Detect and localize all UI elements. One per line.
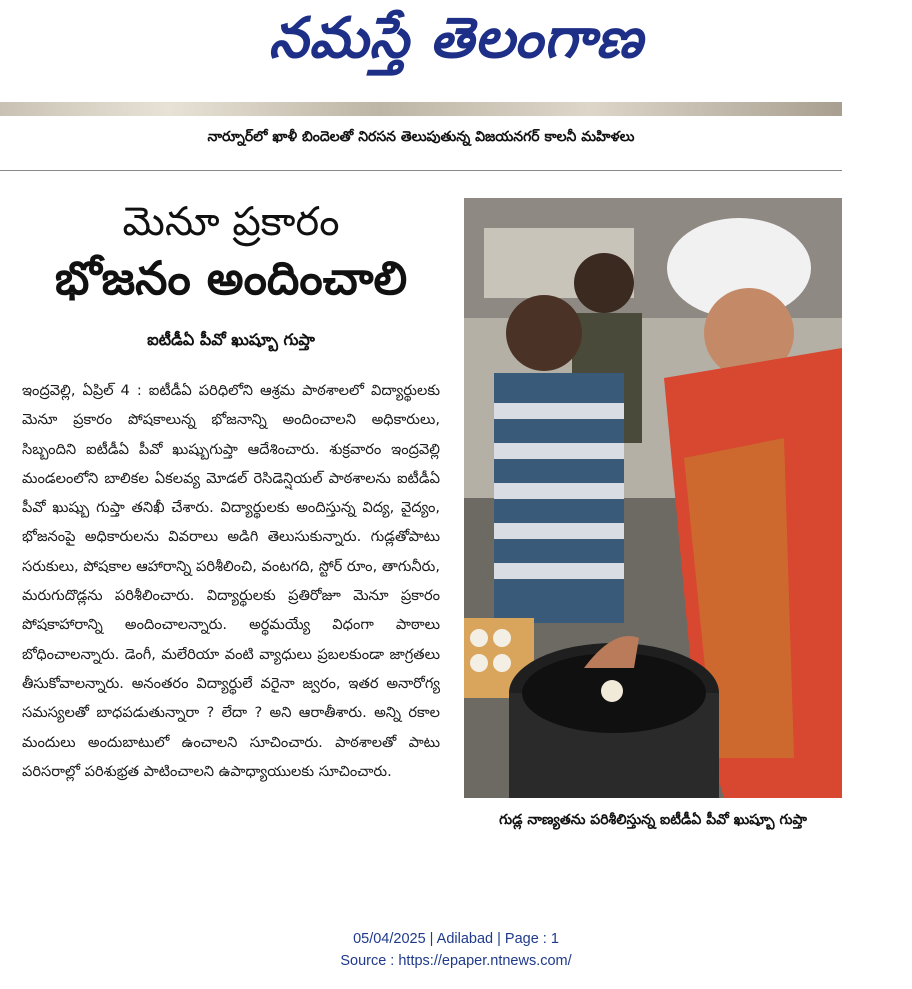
top-photo-strip — [0, 102, 842, 116]
top-photo-caption: నార్నూర్‌లో ఖాళీ బిందెలతో నిరసన తెలుపుతున్న విజయనగర్ కాలనీ మహిళలు — [0, 120, 842, 171]
photo-caption: గుడ్ల నాణ్యతను పరిశీలిస్తున్న ఐటీడీఏ పీవో ఖుష్బూ గుప్తా — [499, 812, 807, 828]
article-byline: ఐటీడీఏ పీవో ఖుష్బూ గుప్తా — [147, 330, 315, 349]
newspaper-logo: నమస్తే తెలంగాణ — [268, 6, 644, 71]
footer-edition-info: 05/04/2025 | Adilabad | Page : 1 — [353, 931, 559, 947]
article-headline — [0, 196, 462, 308]
article-body — [22, 376, 440, 786]
footer-source-link[interactable]: Source : https://epaper.ntnews.com/ — [340, 953, 572, 969]
headline-line-1: మెనూ ప్రకారం — [122, 199, 340, 245]
masthead — [0, 0, 912, 100]
inspection-photo — [464, 198, 842, 798]
headline-line-2: భోజనం అందించాలి — [54, 251, 408, 305]
article-paragraph: ఇంద్రవెల్లి, ఏప్రిల్ 4 : ఐటీడీఏ పరిధిలోని ఆశ్రమ పాఠశాలలో విద్యార్థులకు మెనూ ప్రకారం పోషకాలున్న భోజనాన్ని అందించాలని అధికారులు, సిబ్బందిని ఐటీడీఏ పీవో ఖుష్బుగుప్తా ఆదేశించారు. శుక్రవారం ఇంద్రవెల్లి మండలంలోని బాలికల ఏకలవ్య మోడల్ రెసిడెన్షియల్ పాఠశాలను ఐటీడీఏ పీవో ఖుష్బు గుప్తా తనిఖీ చేశారు. విద్యార్థులకు అందిస్తున్న విద్య, వైద్యం, భోజనంపై అధికారులను వివరాలు అడిగి తెలుసుకున్నారు. గుడ్లతోపాటు సరుకులు, పోషకాల ఆహారాన్ని పరిశీలించి, వంటగది, స్టోర్ రూం, తాగునీరు, మరుగుదొడ్లను పరిశీలించారు. విద్యార్థులకు ప్రతిరోజూ మెనూ ప్రకారం పోషకాహారాన్ని అందించాలన్నారు. అర్థమయ్యే విధంగా పాఠాలు బోధించాలన్నారు. డెంగీ, మలేరియా వంటి వ్యాధులు ప్రబలకుండా జాగ్రతలు తీసుకోవాలన్నారు. అనంతరం విద్యార్థులే వరైనా జ్వరం, ఇతర అనారోగ్య సమస్యలతో బాధపడుతున్నారా ? లేదా ? అని ఆరాతీశారు. అన్ని రకాల మందులు అందుబాటులో ఉంచాలని సూచించారు. పాఠశాలతో పాటు పరిసరాల్లో పరిశుభ్రత పాటించాలని ఉపాధ్యాయులకు సూచించారు. — [22, 382, 440, 780]
page-footer — [0, 928, 912, 972]
photo-illustration — [464, 198, 842, 798]
